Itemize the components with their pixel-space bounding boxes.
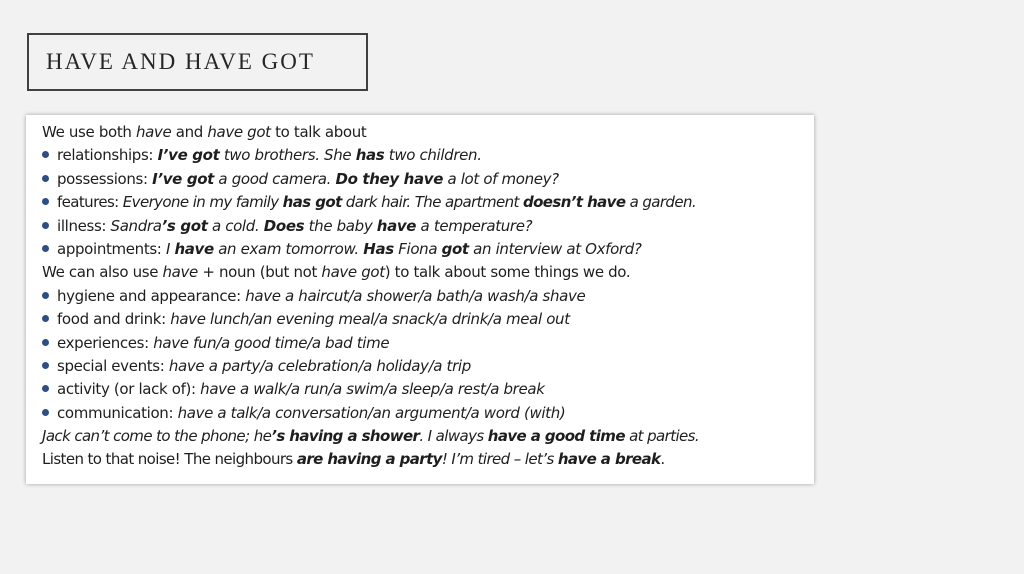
- bullet-relationships: relationships: I’ve got two brothers. She has two children.: [42, 144, 814, 167]
- bullet-icon: [42, 245, 49, 252]
- bullet-icon: [42, 385, 49, 392]
- example-line-2: Listen to that noise! The neighbours are having a party! I’m tired – let’s have a break.: [42, 450, 665, 469]
- bullet-icon: [42, 222, 49, 229]
- bullet-icon: [42, 198, 49, 205]
- bullet-communication: communication: have a talk/a conversation/an argument/a word (with): [42, 402, 814, 425]
- intro-line-2: We can also use have + noun (but not have got) to talk about some things we do.: [42, 263, 631, 282]
- bullet-possessions: possessions: I’ve got a good camera. Do they have a lot of money?: [42, 168, 814, 191]
- bullet-icon: [42, 339, 49, 346]
- bullet-icon: [42, 315, 49, 322]
- example-line-1: Jack can’t come to the phone; he’s having a shower. I always have a good time at parties.: [42, 427, 700, 446]
- bullet-icon: [42, 362, 49, 369]
- intro-line-1: We use both have and have got to talk about: [42, 123, 367, 141]
- bullet-hygiene: hygiene and appearance: have a haircut/a shower/a bath/a wash/a shave: [42, 285, 814, 308]
- slide-title-box: [27, 33, 368, 91]
- bullet-experiences: experiences: have fun/a good time/a bad time: [42, 332, 814, 355]
- bullet-illness: illness: Sandra’s got a cold. Does the baby have a temperature?: [42, 215, 814, 238]
- slide-title: HAVE AND HAVE GOT: [46, 49, 315, 74]
- bullet-events: special events: have a party/a celebration/a holiday/a trip: [42, 355, 814, 378]
- grammar-card: [26, 115, 814, 484]
- bullet-activity: activity (or lack of): have a walk/a run/a swim/a sleep/a rest/a break: [42, 378, 814, 401]
- bullet-features: features: Everyone in my family has got dark hair. The apartment doesn’t have a garden.: [42, 191, 814, 214]
- bullet-icon: [42, 175, 49, 182]
- bullet-icon: [42, 409, 49, 416]
- bullet-icon: [42, 151, 49, 158]
- bullet-icon: [42, 292, 49, 299]
- bullet-food: food and drink: have lunch/an evening meal/a snack/a drink/a meal out: [42, 308, 814, 331]
- bullet-appointments: appointments: I have an exam tomorrow. Has Fiona got an interview at Oxford?: [42, 238, 814, 261]
